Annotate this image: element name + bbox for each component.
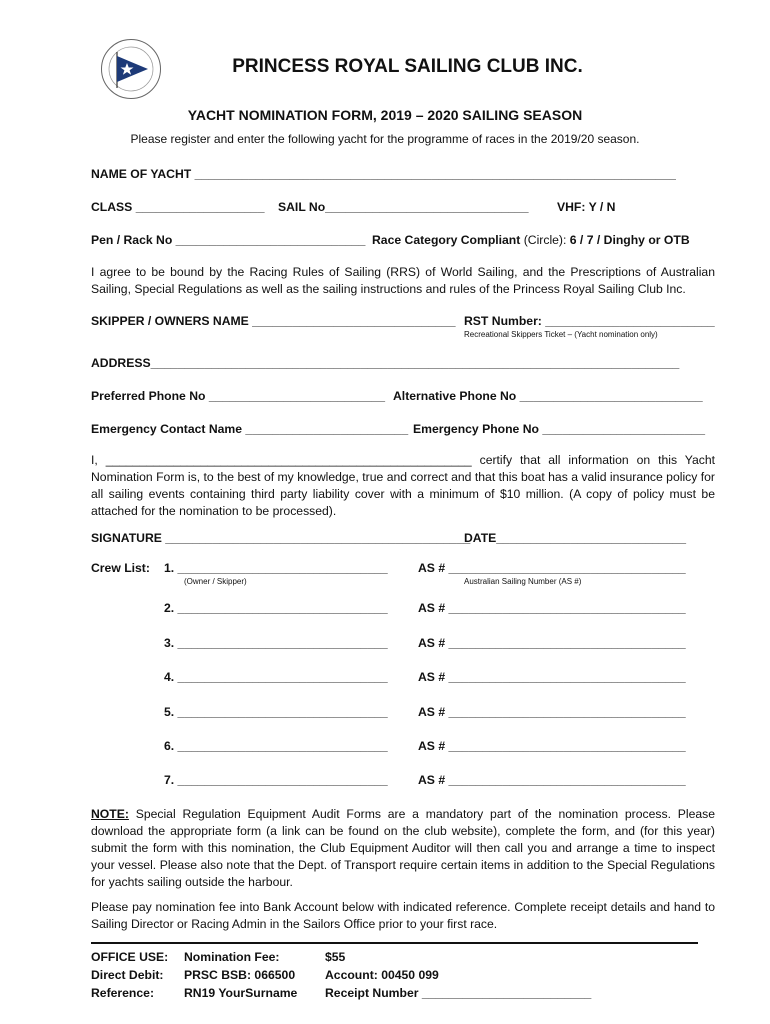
divider [91, 942, 698, 944]
crew-name-2[interactable]: 2. _______________________________ [164, 601, 388, 615]
crew-name-4[interactable]: 4. _______________________________ [164, 670, 388, 684]
payment-text: Please pay nomination fee into Bank Account below with indicated reference. Complete receipt details and hand to Sailing Director or Racing Admin in the Sailors Office prior to your first race. [91, 900, 715, 931]
crew-name-1[interactable]: 1. _______________________________ [164, 561, 388, 575]
skipper-field[interactable]: SKIPPER / OWNERS NAME ______________________________ [91, 314, 456, 328]
office-col-values [184, 948, 297, 1002]
crew-name-3[interactable]: 3. _______________________________ [164, 636, 388, 650]
crew-name-5[interactable]: 5. _______________________________ [164, 705, 388, 719]
reference-value: RN19 YourSurname [184, 986, 298, 1000]
rst-field[interactable]: RST Number: _________________________ [464, 314, 715, 328]
race-category-note: (Circle): [523, 233, 567, 247]
receipt-number-field[interactable]: Receipt Number _________________________ [325, 986, 592, 1000]
form-title: YACHT NOMINATION FORM, 2019 – 2020 SAILING SEASON [187, 107, 583, 123]
race-category-options: 6 / 7 / Dinghy or OTB [569, 233, 690, 247]
agreement-text: I agree to be bound by the Racing Rules of Sailing (RRS) of World Sailing, and the Prescriptions of Australian Sailing, Special Regulations as well as the sailing instructions and rules of the Princess Royal Sailing Club Inc. [91, 265, 715, 296]
yacht-name-field[interactable]: NAME OF YACHT _______________________________________________________________________ [91, 167, 676, 181]
rst-note: Recreational Skippers Ticket – (Yacht nomination only) [464, 330, 658, 339]
crew-name-6[interactable]: 6. _______________________________ [164, 739, 388, 753]
note-text: Special Regulation Equipment Audit Forms are a mandatory part of the nomination process. Please download the appropriate form (a link can be found on the club website), complete the form, and (for this year) submit the form with this nomination, the Club Equipment Auditor will then call you and arrange a time to inspect your vessel. Please also note that the Dept. of Transport require certain items in addition to the Special Regulations for yachts sailing outside the harbour. [91, 807, 715, 889]
pen-rack-field[interactable]: Pen / Rack No ____________________________ [91, 233, 366, 247]
reference-label: Reference: [91, 986, 154, 1000]
class-field[interactable]: CLASS ___________________ [91, 200, 265, 214]
date-field[interactable]: DATE____________________________ [464, 531, 687, 545]
crew-as-6[interactable]: AS # ___________________________________ [418, 739, 686, 753]
race-category-label: Race Category Compliant [372, 233, 521, 247]
crew-as-2[interactable]: AS # ___________________________________ [418, 601, 686, 615]
signature-field[interactable]: SIGNATURE _____________________________________________ [91, 531, 471, 545]
direct-debit-label: Direct Debit: [91, 968, 164, 982]
alternative-phone-field[interactable]: Alternative Phone No ___________________________ [393, 389, 703, 403]
intro-text: Please register and enter the following yacht for the programme of races in the 2019/20 season. [130, 132, 640, 146]
address-field[interactable]: ADDRESS______________________________________________________________________________ [91, 356, 680, 370]
office-use-label: OFFICE USE: [91, 950, 169, 964]
nomination-fee-label: Nomination Fee: [184, 950, 280, 964]
owner-note: (Owner / Skipper) [184, 577, 247, 586]
note-label: NOTE: [91, 807, 129, 821]
crew-name-7[interactable]: 7. _______________________________ [164, 773, 388, 787]
certify-text: I, ______________________________________________________ certify that all information on this Yacht Nomination Form is, to the best of my knowledge, true and correct and that this boat has a valid insurance policy for all sailing events containing third party liability cover with a minimum of $10 million. (A copy of policy must be attached for the nomination to be processed). [91, 453, 715, 518]
account-number: Account: 00450 099 [325, 968, 439, 982]
emergency-phone-field[interactable]: Emergency Phone No ________________________ [413, 422, 706, 436]
note-paragraph [91, 806, 715, 891]
club-name: PRINCESS ROYAL SAILING CLUB INC. [232, 56, 583, 77]
bsb-value: PRSC BSB: 066500 [184, 968, 296, 982]
as-note: Australian Sailing Number (AS #) [464, 577, 582, 586]
crew-as-7[interactable]: AS # ___________________________________ [418, 773, 686, 787]
vhf-field[interactable]: VHF: Y / N [557, 200, 616, 214]
sail-no-field[interactable]: SAIL No______________________________ [278, 200, 529, 214]
crew-as-3[interactable]: AS # ___________________________________ [418, 636, 686, 650]
crew-as-1[interactable]: AS # ___________________________________ [418, 561, 686, 575]
office-col-details [325, 948, 591, 1002]
preferred-phone-field[interactable]: Preferred Phone No __________________________ [91, 389, 386, 403]
crew-as-4[interactable]: AS # ___________________________________ [418, 670, 686, 684]
emergency-contact-field[interactable]: Emergency Contact Name ________________________ [91, 422, 409, 436]
crew-as-5[interactable]: AS # ___________________________________ [418, 705, 686, 719]
office-col-labels [91, 948, 168, 1002]
fee-amount: $55 [325, 950, 346, 964]
crew-list-label: Crew List: [91, 561, 150, 575]
race-category-field[interactable] [372, 233, 690, 247]
